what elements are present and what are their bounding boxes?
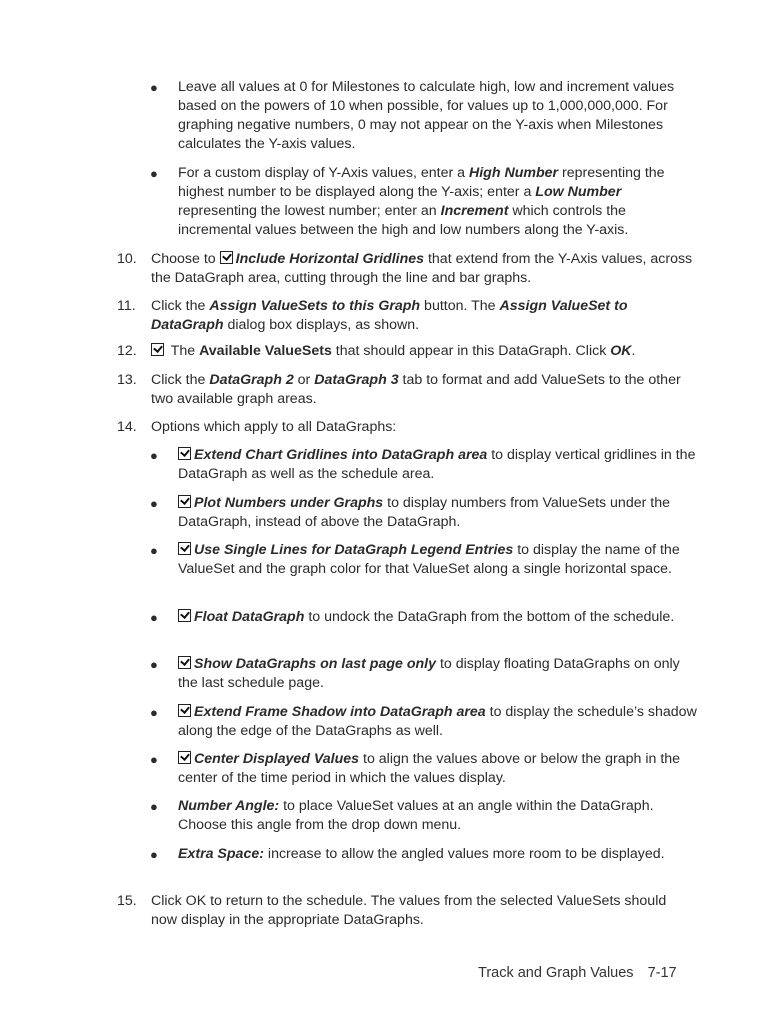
step-15-text: Click OK to return to the schedule. The values from the selected ValueSets should now display in the appropriate DataGraphs.: [151, 893, 667, 928]
bullet-dot: ●: [150, 799, 158, 814]
step-12-text: The Available ValueSets that should appear in this DataGraph. Click OK.: [151, 342, 696, 361]
checkbox-checked-icon: [178, 447, 191, 460]
step-number: 14.: [117, 419, 137, 435]
step-number: 12.: [117, 343, 137, 359]
bullet-dot: ●: [150, 496, 158, 511]
checkbox-checked-icon: [151, 343, 164, 356]
checkbox-checked-icon: [178, 495, 191, 508]
bullet-custom-y-axis: For a custom display of Y-Axis values, enter a High Number representing the highest number to be displayed along the Y-axis; enter a Low Number representing the lowest number; enter an Increment which controls the incremental values between the high and low numbers along the Y-axis.: [178, 165, 665, 238]
option-center-values: Center Displayed Values to align the values above or below the graph in the center of the time period in which the values display.: [178, 751, 681, 786]
step-number: 11.: [117, 298, 136, 314]
bullet-dot: ●: [150, 610, 158, 625]
step-10-text: Choose to Include Horizontal Gridlines that extend from the Y-Axis values, across the DataGraph area, cutting through the line and bar graphs.: [151, 251, 693, 286]
step-11-text: Click the Assign ValueSets to this Graph button. The Assign ValueSet to DataGraph dialog box displays, as shown.: [151, 298, 628, 333]
bullet-dot: ●: [150, 847, 158, 862]
step-number: 15.: [117, 893, 137, 909]
bullet-dot: ●: [150, 448, 158, 463]
checkbox-checked-icon: [178, 751, 191, 764]
option-float-datagraph: Float DataGraph to undock the DataGraph from the bottom of the schedule.: [178, 608, 698, 627]
footer-title: Track and Graph Values: [478, 965, 634, 981]
option-extend-gridlines: Extend Chart Gridlines into DataGraph area to display vertical gridlines in the DataGraph as well as the schedule area.: [178, 447, 696, 482]
checkbox-checked-icon: [220, 251, 233, 264]
bullet-dot: ●: [150, 80, 158, 95]
bullet-dot: ●: [150, 752, 158, 767]
step-number: 10.: [117, 251, 137, 267]
checkbox-checked-icon: [178, 656, 191, 669]
footer-page-number: 7-17: [647, 965, 677, 981]
step-14-text: Options which apply to all DataGraphs:: [151, 419, 397, 435]
page-footer: [478, 964, 691, 983]
option-number-angle: Number Angle: to place ValueSet values at an angle within the DataGraph. Choose this angle from the drop down menu.: [178, 798, 654, 833]
step-number: 13.: [117, 372, 137, 388]
option-plot-numbers-under: Plot Numbers under Graphs to display numbers from ValueSets under the DataGraph, instead of above the DataGraph.: [178, 495, 670, 530]
option-extra-space: Extra Space: increase to allow the angled values more room to be displayed.: [178, 846, 665, 862]
checkbox-checked-icon: [178, 542, 191, 555]
bullet-dot: ●: [150, 705, 158, 720]
checkbox-checked-icon: [178, 609, 191, 622]
step-13-text: Click the DataGraph 2 or DataGraph 3 tab to format and add ValueSets to the other two available graph areas.: [151, 372, 681, 407]
bullet-milestones-default: Leave all values at 0 for Milestones to calculate high, low and increment values based on the powers of 10 when possible, for values up to 1,000,000,000. For graphing negative numbers, 0 may not appear on the Y-axis when Milestones calculates the Y-axis values.: [178, 79, 675, 152]
bullet-dot: ●: [150, 657, 158, 672]
option-frame-shadow: Extend Frame Shadow into DataGraph area to display the schedule’s shadow along the edge of the DataGraphs as well.: [178, 704, 697, 739]
bullet-dot: ●: [150, 166, 158, 181]
option-single-lines-legend: Use Single Lines for DataGraph Legend Entries to display the name of the ValueSet and the graph color for that ValueSet along a single horizontal space.: [178, 542, 680, 577]
checkbox-checked-icon: [178, 704, 191, 717]
bullet-dot: ●: [150, 543, 158, 558]
option-last-page-only: Show DataGraphs on last page only to display floating DataGraphs on only the last schedule page.: [178, 656, 680, 691]
